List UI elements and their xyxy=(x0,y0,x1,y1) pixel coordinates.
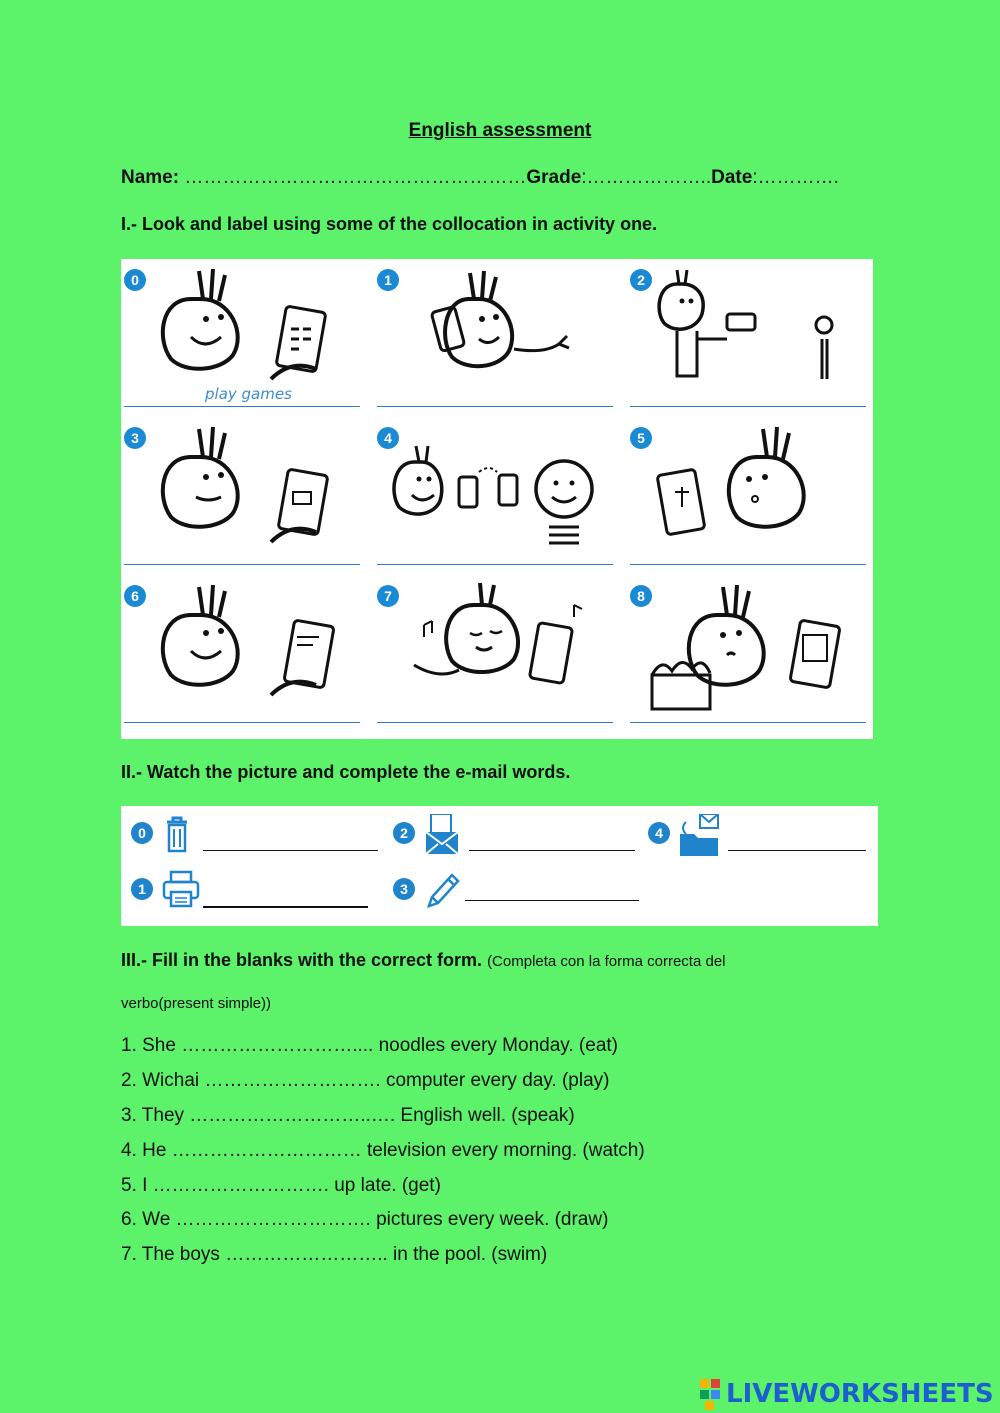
sentence-3[interactable]: 3. They ………………………..…. English well. (speak) xyxy=(121,1105,575,1126)
email-answer-line-0[interactable] xyxy=(203,850,378,851)
smiley-phone-call-illustration xyxy=(374,259,624,419)
name-blank[interactable]: ……………………………………………… xyxy=(179,167,527,188)
sentence-6[interactable]: 6. We …………………………. pictures every week. (draw) xyxy=(121,1209,609,1230)
answer-line-7[interactable] xyxy=(377,722,613,723)
item-number-badge: 7 xyxy=(377,585,399,607)
grade-blank[interactable]: :……………….. xyxy=(581,167,712,188)
email-answer-line-2[interactable] xyxy=(469,850,635,851)
picture-cell-1 xyxy=(374,259,624,419)
answer-line-4[interactable] xyxy=(377,564,613,565)
section3-note-part2: verbo(present simple)) xyxy=(121,995,272,1012)
envelope-icon xyxy=(423,814,463,860)
pencil-icon xyxy=(423,870,463,910)
smiley-watching-video-illustration xyxy=(627,575,877,735)
section2-email-panel xyxy=(121,806,878,926)
printer-icon xyxy=(161,870,203,910)
item-number-badge: 1 xyxy=(131,878,153,900)
answer-line-3[interactable] xyxy=(124,564,360,565)
item-number-badge: 1 xyxy=(377,269,399,291)
name-grade-date-row xyxy=(121,167,839,189)
picture-cell-0 xyxy=(121,259,371,419)
picture-cell-5 xyxy=(627,417,877,577)
date-blank[interactable]: :…………. xyxy=(752,167,839,188)
item-number-badge: 0 xyxy=(131,822,153,844)
email-answer-line-3[interactable] xyxy=(465,900,639,901)
item-number-badge: 4 xyxy=(377,427,399,449)
sentence-7[interactable]: 7. The boys …………………….. in the pool. (swim) xyxy=(121,1244,548,1265)
item-number-badge: 2 xyxy=(630,269,652,291)
section1-picture-panel xyxy=(121,259,873,739)
section3-note-part1: (Completa con la forma correcta del xyxy=(487,953,726,970)
picture-cell-6 xyxy=(121,575,371,735)
date-label: Date xyxy=(711,167,753,188)
item-number-badge: 3 xyxy=(393,878,415,900)
answer-line-2[interactable] xyxy=(630,406,866,407)
smiley-ebook-illustration xyxy=(121,575,371,735)
answer-line-5[interactable] xyxy=(630,564,866,565)
answer-line-0[interactable] xyxy=(124,406,360,407)
email-answer-line-4[interactable] xyxy=(728,850,866,851)
section1-heading: I.- Look and label using some of the collocation in activity one. xyxy=(121,214,658,234)
item-number-badge: 0 xyxy=(124,269,146,291)
smiley-sending-email-illustration xyxy=(121,417,371,577)
section3-heading xyxy=(121,950,726,971)
sentence-4[interactable]: 4. He ………………………… television every morning. (watch) xyxy=(121,1140,645,1161)
example-answer: play games xyxy=(205,385,292,403)
trash-icon xyxy=(161,814,191,854)
email-answer-line-1[interactable] xyxy=(203,906,368,908)
smileys-sharing-phones-illustration xyxy=(374,417,624,577)
picture-cell-2 xyxy=(627,259,877,419)
liveworksheets-logo xyxy=(698,1377,998,1411)
picture-cell-4 xyxy=(374,417,624,577)
smiley-reading-phone-illustration xyxy=(627,417,877,577)
sentence-1[interactable]: 1. She ……………………….... noodles every Monday. (eat) xyxy=(121,1035,618,1056)
picture-cell-3 xyxy=(121,417,371,577)
smiley-taking-photo-illustration xyxy=(627,259,877,419)
picture-cell-7 xyxy=(374,575,624,735)
grade-label: Grade xyxy=(526,167,582,188)
folder-mail-icon xyxy=(678,814,724,860)
answer-line-8[interactable] xyxy=(630,722,866,723)
sentence-2[interactable]: 2. Wichai ………………………. computer every day. (play) xyxy=(121,1070,610,1091)
item-number-badge: 5 xyxy=(630,427,652,449)
item-number-badge: 6 xyxy=(124,585,146,607)
item-number-badge: 4 xyxy=(648,822,670,844)
sentence-5[interactable]: 5. I ………………………. up late. (get) xyxy=(121,1175,441,1196)
answer-line-1[interactable] xyxy=(377,406,613,407)
logo-text: LIVEWORKSHEETS xyxy=(726,1379,994,1409)
smiley-listening-music-illustration xyxy=(374,575,624,735)
item-number-badge: 3 xyxy=(124,427,146,449)
section2-heading: II.- Watch the picture and complete the e-mail words. xyxy=(121,762,571,782)
section3-heading-text: III.- Fill in the blanks with the correct form. xyxy=(121,950,483,970)
item-number-badge: 8 xyxy=(630,585,652,607)
answer-line-6[interactable] xyxy=(124,722,360,723)
picture-cell-8 xyxy=(627,575,877,735)
item-number-badge: 2 xyxy=(393,822,415,844)
page-title: English assessment xyxy=(408,120,592,141)
live-logo-icon xyxy=(698,1377,724,1411)
name-label: Name: xyxy=(121,167,180,188)
